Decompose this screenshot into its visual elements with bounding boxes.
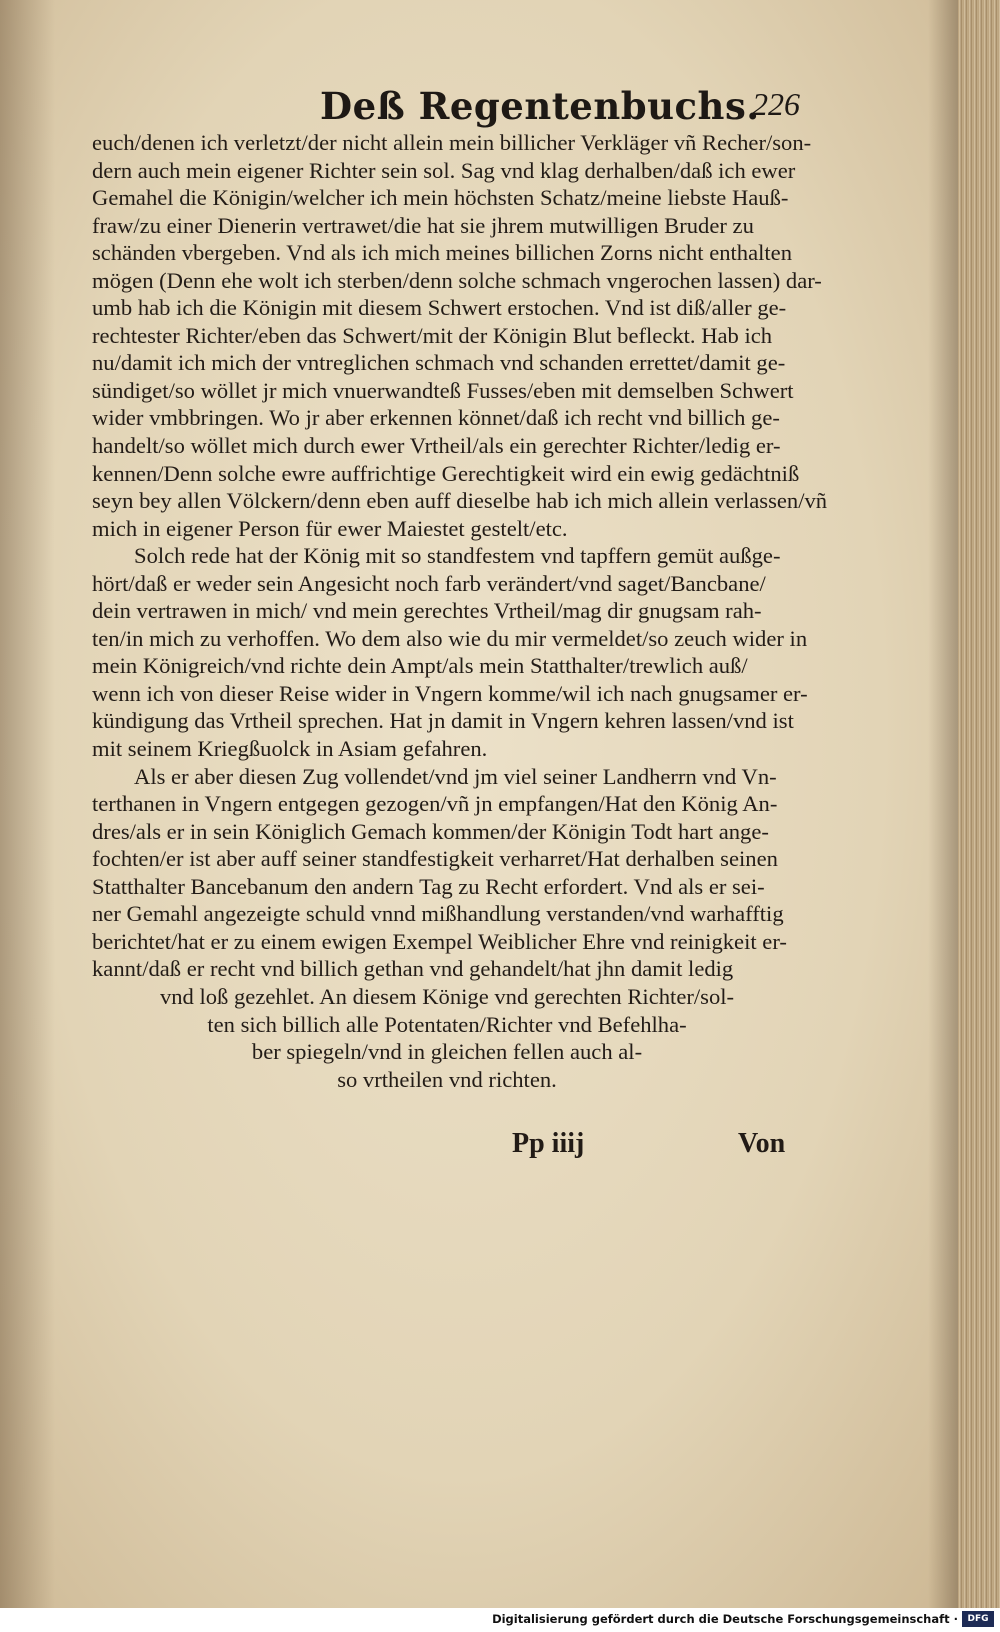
catchword: Von <box>738 1128 786 1159</box>
text-line: mögen (Denn ehe wolt ich sterben/denn solche schmach vngerochen lassen) dar- <box>92 267 822 293</box>
text-line: dern auch mein eigener Richter sein sol. Sag vnd klag derhalben/daß ich ewer <box>92 157 796 183</box>
text-line: hört/daß er weder sein Angesicht noch farb verändert/vnd saget/Bancbane/ <box>92 570 766 596</box>
tapered-line: so vrtheilen vnd richten. <box>337 1066 557 1092</box>
text-line: ten/in mich zu verhoffen. Wo dem also wie du mir vermeldet/so zeuch wider in <box>92 625 808 651</box>
text-line: sündiget/so wöllet jr mich vnuerwandteß Fusses/eben mit demselben Schwert <box>92 377 794 403</box>
body-text <box>92 129 828 1093</box>
paragraph-start-line: Als er aber diesen Zug vollendet/vnd jm viel seiner Landherrn vnd Vn- <box>134 763 777 789</box>
tapered-line: vnd loß gezehlet. An diesem Könige vnd gerechten Richter/sol- <box>159 983 735 1009</box>
text-line: wider vmbbringen. Wo jr aber erkennen könnet/daß ich recht vnd billich ge- <box>92 405 780 431</box>
text-line: euch/denen ich verletzt/der nicht allein mein billicher Verkläger vñ Recher/son- <box>92 130 812 155</box>
text-line: schänden vbergeben. Vnd als ich mich meines billichen Zorns nicht enthalten <box>92 240 793 266</box>
text-line: rechtester Richter/eben das Schwert/mit der Königin Blut befleckt. Hab ich <box>92 322 773 348</box>
page-header <box>320 84 800 128</box>
text-line: wenn ich von dieser Reise wider in Vngern komme/wil ich nach gnugsamer er- <box>92 680 808 706</box>
text-line: fraw/zu einer Dienerin vertrawet/die hat sie jhrem mutwilligen Bruder zu <box>92 212 754 238</box>
text-line: dein vertrawen in mich/ vnd mein gerechtes Vrtheil/mag dir gnugsam rah- <box>92 598 762 624</box>
text-line: berichtet/hat er zu einem ewigen Exempel Weiblicher Ehre vnd reinigkeit er- <box>92 928 787 954</box>
dfg-logo: DFG <box>962 1611 994 1627</box>
text-line: mit seinem Kriegßuolck in Asiam gefahren. <box>92 736 488 762</box>
text-line: Gemahel die Königin/welcher ich mein höchsten Schatz/meine liebste Hauß- <box>92 185 789 211</box>
text-line: kündigung das Vrtheil sprechen. Hat jn damit in Vngern kehren lassen/vnd ist <box>92 708 794 734</box>
signature-mark: Pp iiij <box>512 1128 585 1159</box>
text-line: dres/als er in sein Königlich Gemach kommen/der Königin Todt hart ange- <box>92 818 769 844</box>
text-line: nu/damit ich mich der vntreglichen schmach vnd schanden errettet/damit ge- <box>92 350 786 376</box>
page-number: 226 <box>752 86 800 122</box>
text-line: fochten/er ist aber auff seiner standfestigkeit verharret/Hat derhalben seinen <box>92 846 778 872</box>
text-line: terthanen in Vngern entgegen gezogen/vñ jn empfangen/Hat den König An- <box>92 791 778 817</box>
text-line: Statthalter Bancebanum den andern Tag zu Recht erfordert. Vnd als er sei- <box>92 873 765 899</box>
text-line: ner Gemahl angezeigte schuld vnnd mißhandlung verstanden/vnd warhafftig <box>92 901 784 927</box>
running-title: Deß Regentenbuchs. <box>320 84 760 128</box>
tapered-line: ten sich billich alle Potentaten/Richter vnd Befehlha- <box>207 1011 687 1037</box>
funding-notice: Digitalisierung gefördert durch die Deutsche Forschungsgemeinschaft · <box>492 1612 958 1626</box>
text-line: handelt/so wöllet mich durch ewer Vrtheil/als ein gerechter Richter/ledig er- <box>92 433 781 459</box>
text-line: seyn bey allen Völckern/denn eben auff dieselbe hab ich mich allein verlassen/vñ <box>92 488 828 514</box>
text-line: umb hab ich die Königin mit diesem Schwert erstochen. Vnd ist diß/aller ge- <box>92 295 787 321</box>
text-line: kannt/daß er recht vnd billich gethan vnd gehandelt/hat jhn damit ledig <box>92 956 734 982</box>
text-line: kennen/Denn solche ewre auffrichtige Gerechtigkeit wird ein ewig gedächtniß <box>92 460 800 486</box>
text-line: mich in eigener Person für ewer Maiestet gestelt/etc. <box>92 515 568 541</box>
tapered-line: ber spiegeln/vnd in gleichen fellen auch al- <box>251 1039 643 1065</box>
paragraph-start-line: Solch rede hat der König mit so standfestem vnd tapffern gemüt außge- <box>134 543 781 569</box>
text-line: mein Königreich/vnd richte dein Ampt/als mein Statthalter/trewlich auß/ <box>92 653 748 679</box>
digitization-footer <box>0 1608 1000 1632</box>
page-edge-stack <box>958 0 1000 1608</box>
